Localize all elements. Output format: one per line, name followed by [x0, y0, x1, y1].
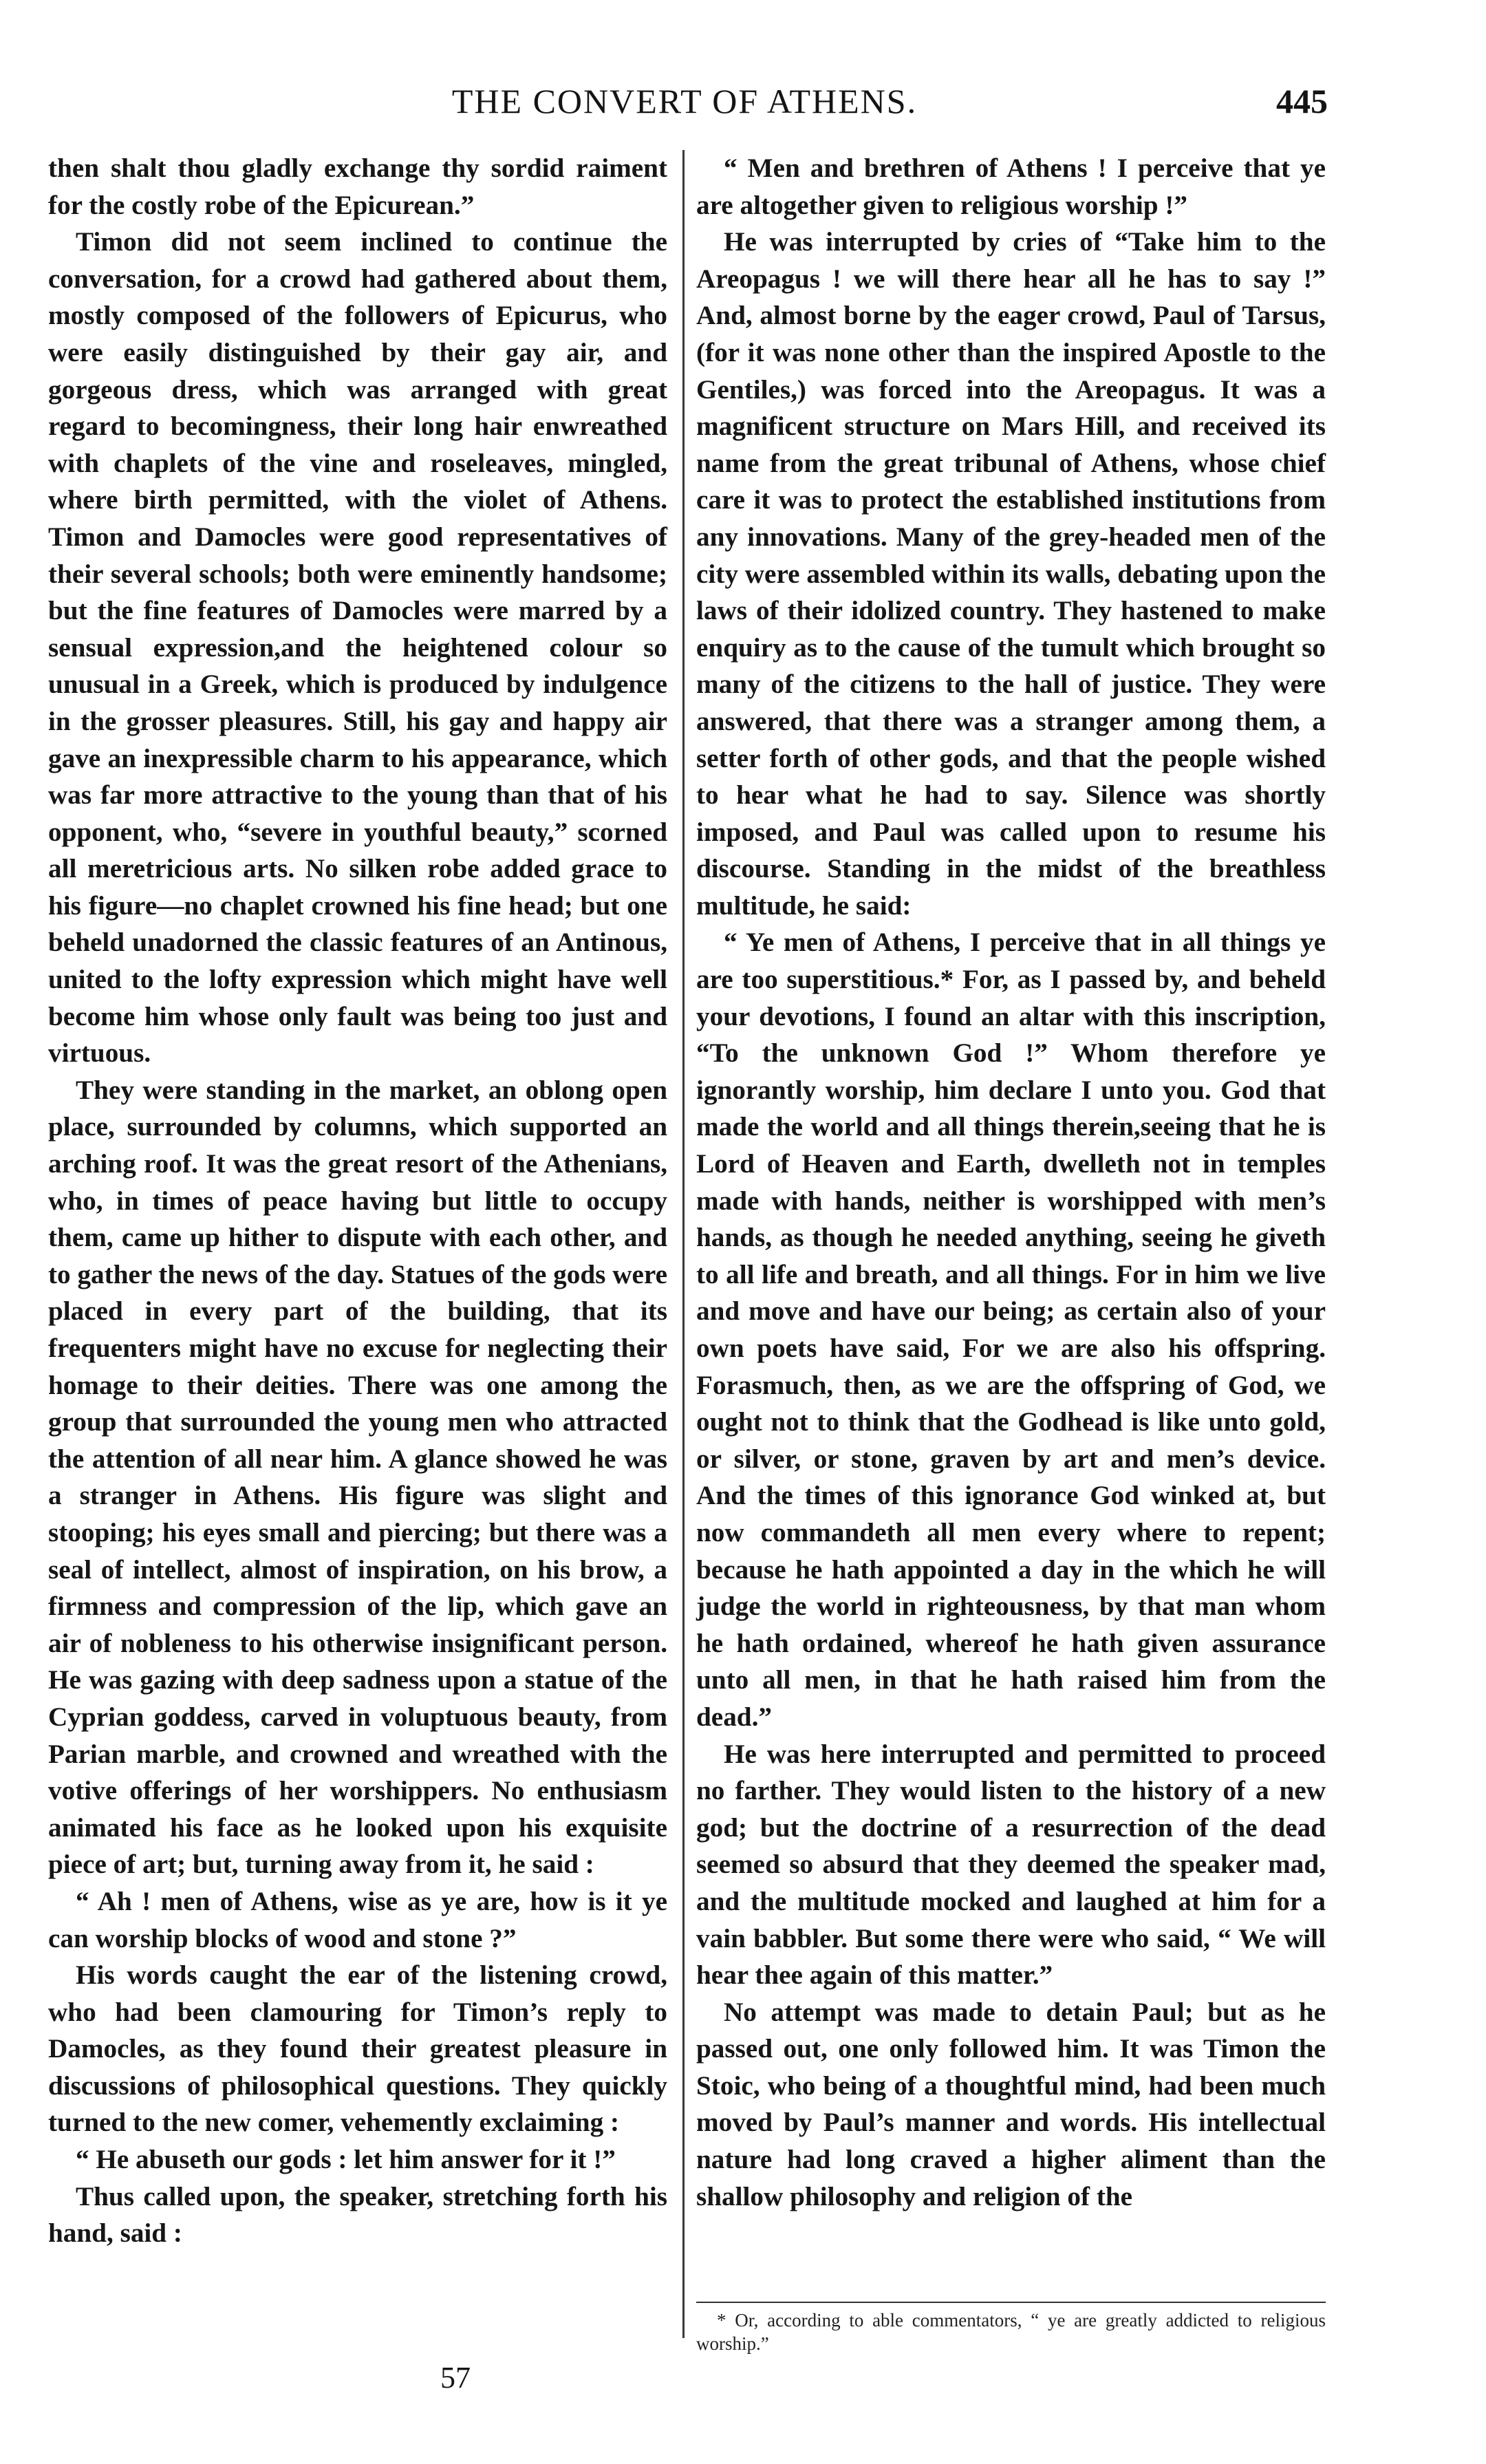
left-column: [48, 150, 667, 2252]
paragraph: “ Ye men of Athens, I perceive that in all things ye are too superstitious.* For, as I passed by, and beheld your devotions, I found an altar with this inscription, “To the unknown God !” Whom therefore ye ignorantly worship, him declare I unto you. God that made the world and all things therein,seeing that he is Lord of Heaven and Earth, dwelleth not in temples made with hands, neither is worshipped with men’s hands, as though he needed anything, seeing he giveth to all life and breath, and all things. For in him we live and move and have our being; as certain also of your own poets have said, For we are also his offspring. Forasmuch, then, as we are the offspring of God, we ought not to think that the Godhead is like unto gold, or silver, or stone, graven by art and men’s device. And the times of this ignorance God winked at, but now commandeth all men every where to repent; because he hath appointed a day in the which he will judge the world in righteousness, by that man whom he hath ordained, whereof he hath given assurance unto all men, in that he hath raised him from the dead.”: [696, 928, 1326, 1732]
paragraph: His words caught the ear of the listening crowd, who had been clamouring for Timon’s reply to Damocles, as they found their greatest pleasure in discussions of philosophical questions. They quickly turned to the new comer, vehemently exclaiming :: [48, 1960, 667, 2138]
column-divider: [682, 150, 685, 2338]
page-header: [41, 77, 1328, 132]
paragraph: “ Ah ! men of Athens, wise as ye are, how is it ye can worship blocks of wood and stone ?”: [48, 1886, 667, 1953]
page-number: 445: [1276, 82, 1328, 120]
paragraph: He was here interrupted and permitted to proceed no farther. They would listen to the history of a new god; but the doctrine of a resurrection of the dead seemed so absurd that they deemed the speaker mad, and the multitude mocked and laughed at him for a vain babbler. But some there were who said, “ We will hear thee again of this matter.”: [696, 1739, 1326, 1991]
footnote: [696, 2308, 1326, 2355]
paragraph: “ Men and brethren of Athens ! I perceive that ye are altogether given to religious worship !”: [696, 153, 1326, 220]
paragraph: Timon did not seem inclined to continue the conversation, for a crowd had gathered about them, mostly composed of the followers of Epicurus, who were easily distinguished by their gay air, and gorgeous dress, which was arranged with great regard to becomingness, their long hair enwreathed with chaplets of the vine and roseleaves, mingled, where birth permitted, with the violet of Athens. Timon and Damocles were good representatives of their several schools; both were eminently handsome; but the fine features of Damocles were marred by a sensual expression,and the heightened colour so unusual in a Greek, which is produced by indulgence in the grosser pleasures. Still, his gay and happy air gave an inexpressible charm to his appearance, which was far more attractive to the young than that of his opponent, who, “severe in youthful beauty,” scorned all meretricious arts. No silken robe added grace to his figure—no chaplet crowned his fine head; but one beheld unadorned the classic features of an Antinous, united to the lofty expression which might have well become him whose only fault was being too just and virtuous.: [48, 227, 667, 1069]
footnote-divider: [696, 2302, 1326, 2303]
paragraph: He was interrupted by cries of “Take him to the Areopagus ! we will there hear all he has to say !” And, almost borne by the eager crowd, Paul of Tarsus, (for it was none other than the inspired Apostle to the Gentiles,) was forced into the Areopagus. It was a magnificent structure on Mars Hill, and received its name from the great tribunal of Athens, whose chief care it was to protect the established institutions from any innovations. Many of the grey-headed men of the city were assembled within its walls, debating upon the laws of their idolized country. They hastened to make enquiry as to the cause of the tumult which brought so many of the citizens to the hall of justice. They were answered, that there was a stranger among them, a setter forth of other gods, and that the people wished to hear what he had to say. Silence was shortly imposed, and Paul was called upon to resume his discourse. Standing in the midst of the breathless multitude, he said:: [696, 227, 1326, 921]
paragraph: Thus called upon, the speaker, stretching forth his hand, said :: [48, 2181, 667, 2249]
paragraph: They were standing in the market, an oblong open place, surrounded by columns, which supported an arching roof. It was the great resort of the Athenians, who, in times of peace having but little to occupy them, came up hither to dispute with each other, and to gather the news of the day. Statues of the gods were placed in every part of the building, that its frequenters might have no excuse for neglecting their homage to their deities. There was one among the group that surrounded the young men who attracted the attention of all near him. A glance showed he was a stranger in Athens. His figure was slight and stooping; his eyes small and piercing; but there was a seal of intellect, almost of inspiration, on his brow, a firmness and compression of the lip, which gave an air of nobleness to his otherwise insignificant person. He was gazing with deep sadness upon a statue of the Cyprian goddess, carved in voluptuous beauty, from Parian marble, and crowned and wreathed with the votive offerings of her worshippers. No enthusiasm animated his face as he looked upon his exquisite piece of art; but, turning away from it, he said :: [48, 1075, 667, 1880]
paragraph: then shalt thou gladly exchange thy sordid raiment for the costly robe of the Epicurean.”: [48, 153, 667, 220]
right-column: [696, 150, 1326, 2215]
paragraph: No attempt was made to detain Paul; but as he passed out, one only followed him. It was Timon the Stoic, who being of a thoughtful mind, had been much moved by Paul’s manner and words. His intellectual nature had long craved a higher aliment than the shallow philosophy and religion of the: [696, 1997, 1326, 2211]
paragraph: “ He abuseth our gods : let him answer for it !”: [76, 2145, 616, 2175]
footnote-text: * Or, according to able commentators, “ ye are greatly addicted to religious worship.”: [696, 2310, 1326, 2354]
running-title: THE CONVERT OF ATHENS.: [451, 82, 918, 120]
signature-mark: 57: [440, 2361, 471, 2395]
